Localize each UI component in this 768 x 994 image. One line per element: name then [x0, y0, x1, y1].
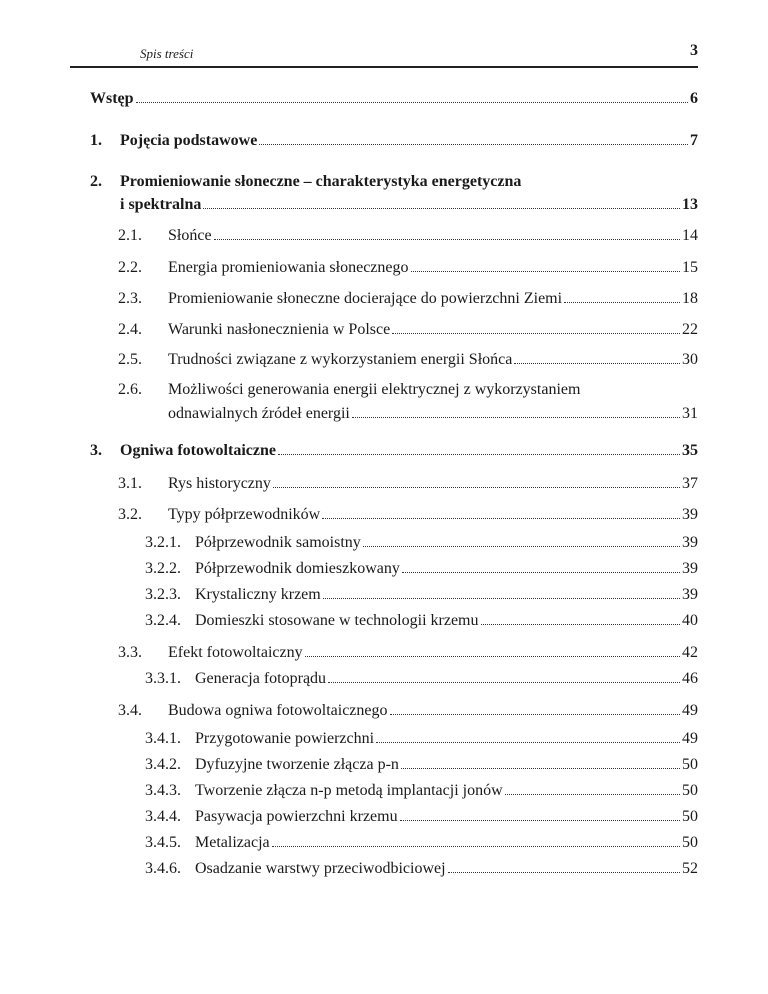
toc-entry-title: Półprzewodnik domieszkowany: [195, 560, 400, 577]
toc-entry-number: 3.4.2.: [145, 756, 181, 773]
toc-entry-page: 39: [682, 586, 698, 603]
toc-entry-page: 13: [682, 196, 698, 213]
toc-entry-number: 3.4.: [118, 702, 142, 719]
toc-entry-number: 1.: [90, 132, 102, 149]
dot-leader: [564, 302, 680, 303]
toc-entry-title: Krystaliczny krzem: [195, 586, 321, 603]
dot-leader: [390, 714, 681, 715]
toc-entry-page: 39: [682, 560, 698, 577]
toc-entry-number: 2.5.: [118, 351, 142, 368]
dot-leader: [305, 656, 680, 657]
toc-entry-3-1[interactable]: [118, 474, 698, 493]
dot-leader: [328, 682, 680, 683]
toc-entry-number: 3.4.6.: [145, 860, 181, 877]
dot-leader: [136, 102, 688, 103]
toc-entry-title: Warunki nasłonecznienia w Polsce: [168, 321, 391, 338]
toc-entry-number: 2.: [90, 173, 102, 190]
toc-entry-title: Przygotowanie powierzchni: [195, 730, 375, 747]
toc-entry-page: 49: [682, 702, 698, 719]
toc-entry-wstep[interactable]: [90, 89, 698, 108]
toc-entry-3-3-1[interactable]: [145, 669, 698, 688]
toc-entry-2-5[interactable]: [118, 350, 698, 369]
toc-entry-title: Pojęcia podstawowe: [120, 132, 258, 149]
toc-entry-page: 50: [682, 808, 698, 825]
toc-entry-number: 3.3.1.: [145, 670, 181, 687]
toc-entry-page: 49: [682, 730, 698, 747]
toc-entry-title: Promieniowanie słoneczne docierające do powierzchni Ziemi: [168, 290, 563, 307]
toc-entry-3-4-5[interactable]: [145, 833, 698, 852]
dot-leader: [448, 872, 680, 873]
toc-entry-page: 46: [682, 670, 698, 687]
toc-entry-page: 50: [682, 782, 698, 799]
toc-entry-number: 3.4.1.: [145, 730, 181, 747]
toc-entry-3-2[interactable]: [118, 505, 698, 524]
running-title: Spis treści: [140, 46, 194, 61]
toc-entry-title-line1: Możliwości generowania energii elektrycznej z wykorzystaniem: [168, 381, 581, 398]
running-header: [70, 40, 698, 68]
toc-entry-title: Metalizacja: [195, 834, 270, 851]
toc-entry-3-2-3[interactable]: [145, 585, 698, 604]
toc-entry-page: 18: [682, 290, 698, 307]
toc-entry-title: Słońce: [168, 227, 212, 244]
toc-entry-title: Półprzewodnik samoistny: [195, 534, 361, 551]
dot-leader: [401, 768, 680, 769]
toc-entry-number: 3.: [90, 442, 102, 459]
toc-entry-page: 39: [682, 534, 698, 551]
toc-entry-number: 2.6.: [118, 381, 142, 398]
toc-entry-title: Dyfuzyjne tworzenie złącza p-n: [195, 756, 399, 773]
toc-entry-2-6[interactable]: [118, 380, 698, 423]
dot-leader: [203, 208, 680, 209]
toc-entry-page: 22: [682, 321, 698, 338]
toc-entry-title: Ogniwa fotowoltaiczne: [120, 442, 276, 459]
toc-entry-page: 50: [682, 834, 698, 851]
toc-entry-3-4-2[interactable]: [145, 755, 698, 774]
toc-entry-page: 31: [682, 405, 698, 422]
dot-leader: [481, 624, 681, 625]
toc-entry-3-2-1[interactable]: [145, 533, 698, 552]
toc-entry-3-4-4[interactable]: [145, 807, 698, 826]
toc-entry-title: Pasywacja powierzchni krzemu: [195, 808, 398, 825]
toc-entry-title: Energia promieniowania słonecznego: [168, 259, 409, 276]
toc-entry-title: Tworzenie złącza n-p metodą implantacji jonów: [195, 782, 503, 799]
toc-entry-title: Domieszki stosowane w technologii krzemu: [195, 612, 479, 629]
dot-leader: [214, 239, 680, 240]
toc-entry-title: Budowa ogniwa fotowoltaicznego: [168, 702, 388, 719]
toc-entry-page: 7: [690, 132, 698, 149]
toc-entry-page: 40: [682, 612, 698, 629]
toc-entry-page: 42: [682, 644, 698, 661]
toc-entry-2-2[interactable]: [118, 258, 698, 277]
toc-entry-chapter-3[interactable]: [90, 441, 698, 460]
toc-entry-number: 3.2.3.: [145, 586, 181, 603]
toc-entry-3-4-1[interactable]: [145, 729, 698, 748]
toc-entry-title: Typy półprzewodników: [168, 506, 321, 523]
toc-entry-title: Osadzanie warstwy przeciwodbiciowej: [195, 860, 446, 877]
dot-leader: [363, 546, 680, 547]
toc-entry-number: 3.1.: [118, 475, 142, 492]
toc-entry-number: 3.2.: [118, 506, 142, 523]
toc-entry-title: Trudności związane z wykorzystaniem energii Słońca: [168, 351, 513, 368]
toc-entry-number: 3.3.: [118, 644, 142, 661]
toc-entry-2-1[interactable]: [118, 226, 698, 245]
toc-entry-3-4[interactable]: [118, 701, 698, 720]
toc-entry-title-line1: Promieniowanie słoneczne – charakterystyka energetyczna: [120, 173, 522, 190]
dot-leader: [272, 846, 680, 847]
dot-leader: [273, 487, 680, 488]
dot-leader: [505, 794, 680, 795]
dot-leader: [259, 144, 688, 145]
toc-entry-page: 37: [682, 475, 698, 492]
toc-entry-page: 14: [682, 227, 698, 244]
toc-entry-3-4-3[interactable]: [145, 781, 698, 800]
toc-entry-page: 52: [682, 860, 698, 877]
toc-entry-3-2-4[interactable]: [145, 611, 698, 630]
toc-entry-number: 2.3.: [118, 290, 142, 307]
toc-entry-number: 3.4.3.: [145, 782, 181, 799]
toc-entry-page: 6: [690, 90, 698, 107]
toc-entry-title: Generacja fotoprądu: [195, 670, 327, 687]
page-number: 3: [690, 42, 698, 59]
toc-entry-page: 30: [682, 351, 698, 368]
dot-leader: [514, 363, 680, 364]
toc-entry-title: Rys historyczny: [168, 475, 271, 492]
toc-entry-number: 3.4.4.: [145, 808, 181, 825]
toc-entry-2-3[interactable]: [118, 289, 698, 308]
toc-entry-title: Wstęp: [90, 90, 134, 107]
toc-entry-number: 2.2.: [118, 259, 142, 276]
dot-leader: [402, 572, 680, 573]
toc-entry-number: 2.1.: [118, 227, 142, 244]
toc-entry-page: 50: [682, 756, 698, 773]
dot-leader: [392, 333, 680, 334]
dot-leader: [322, 518, 680, 519]
toc-entry-3-2-2[interactable]: [145, 559, 698, 578]
toc-entry-number: 2.4.: [118, 321, 142, 338]
toc-entry-chapter-2[interactable]: [90, 172, 698, 214]
toc-entry-2-4[interactable]: [118, 320, 698, 339]
toc-entry-number: 3.2.4.: [145, 612, 181, 629]
toc-entry-3-4-6[interactable]: [145, 859, 698, 878]
toc-entry-number: 3.2.1.: [145, 534, 181, 551]
toc-entry-number: 3.4.5.: [145, 834, 181, 851]
dot-leader: [323, 598, 680, 599]
toc-entry-page: 39: [682, 506, 698, 523]
dot-leader: [400, 820, 680, 821]
toc-entry-page: 15: [682, 259, 698, 276]
toc-entry-title: Efekt fotowoltaiczny: [168, 644, 303, 661]
toc-entry-title-line2: odnawialnych źródeł energii: [168, 405, 350, 422]
toc-entry-page: 35: [682, 442, 698, 459]
dot-leader: [278, 454, 680, 455]
dot-leader: [376, 742, 680, 743]
dot-leader: [352, 417, 680, 418]
toc-entry-chapter-1[interactable]: [90, 131, 698, 150]
toc-entry-3-3[interactable]: [118, 643, 698, 662]
toc-entry-number: 3.2.2.: [145, 560, 181, 577]
toc-entry-title-line2: i spektralna: [120, 196, 202, 213]
dot-leader: [411, 271, 680, 272]
